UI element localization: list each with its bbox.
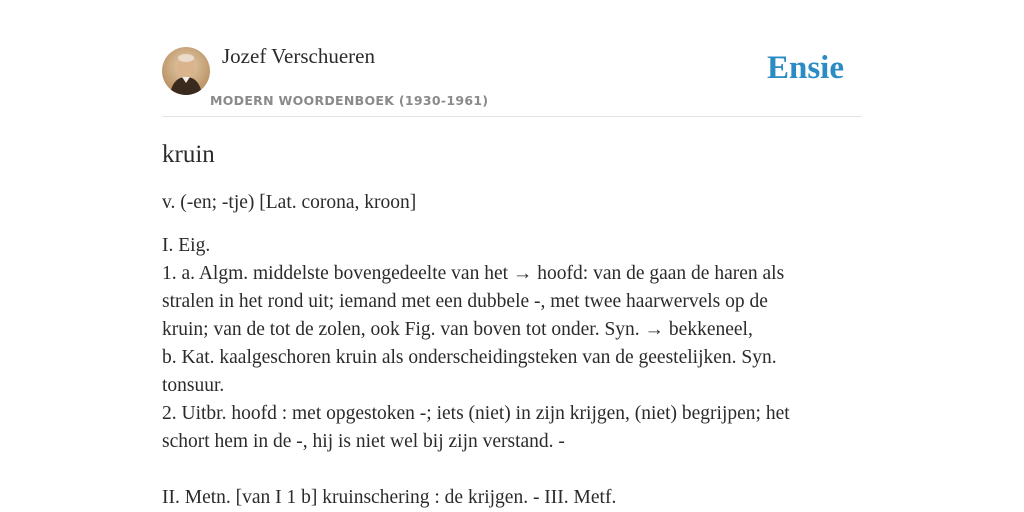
page (162, 0, 862, 512)
definition-line: b. Kat. kaalgeschoren kruin als onderscheidingsteken van de geestelijken. Syn. (162, 347, 777, 368)
avatar[interactable] (162, 47, 210, 95)
definition-line: 2. Uitbr. hoofd : met opgestoken -; iets (niet) in zijn krijgen, (niet) begrijpen; het (162, 403, 790, 424)
author-name[interactable]: Jozef Verschueren (222, 44, 375, 68)
definition-line: tonsuur. (162, 375, 225, 396)
entry-definition (162, 232, 862, 512)
definition-line: 1. a. Algm. middelste bovengedeelte van het → hoofd: van de gaan de haren als (162, 263, 785, 284)
paragraph-break (162, 456, 862, 484)
entry-grammar: v. (-en; -tje) [Lat. corona, kroon] (162, 192, 417, 213)
header (162, 0, 862, 117)
brand-logo[interactable]: Ensie (766, 50, 844, 86)
definition-line: schort hem in de -, hij is niet wel bij zijn verstand. - (162, 431, 565, 452)
dictionary-source[interactable]: MODERN WOORDENBOEK (1930-1961) (210, 93, 489, 108)
entry-headword: kruin (162, 141, 215, 168)
definition-line: kruin; van de tot de zolen, ook Fig. van boven tot onder. Syn. → bekkeneel, (162, 319, 753, 340)
definition-line: stralen in het rond uit; iemand met een dubbele -, met twee haarwervels op de (162, 291, 768, 312)
definition-line: I. Eig. (162, 235, 211, 256)
definition-line: II. Metn. [van I 1 b] kruinschering : de krijgen. - III. Metf. (162, 487, 617, 508)
avatar-portrait (162, 47, 210, 95)
